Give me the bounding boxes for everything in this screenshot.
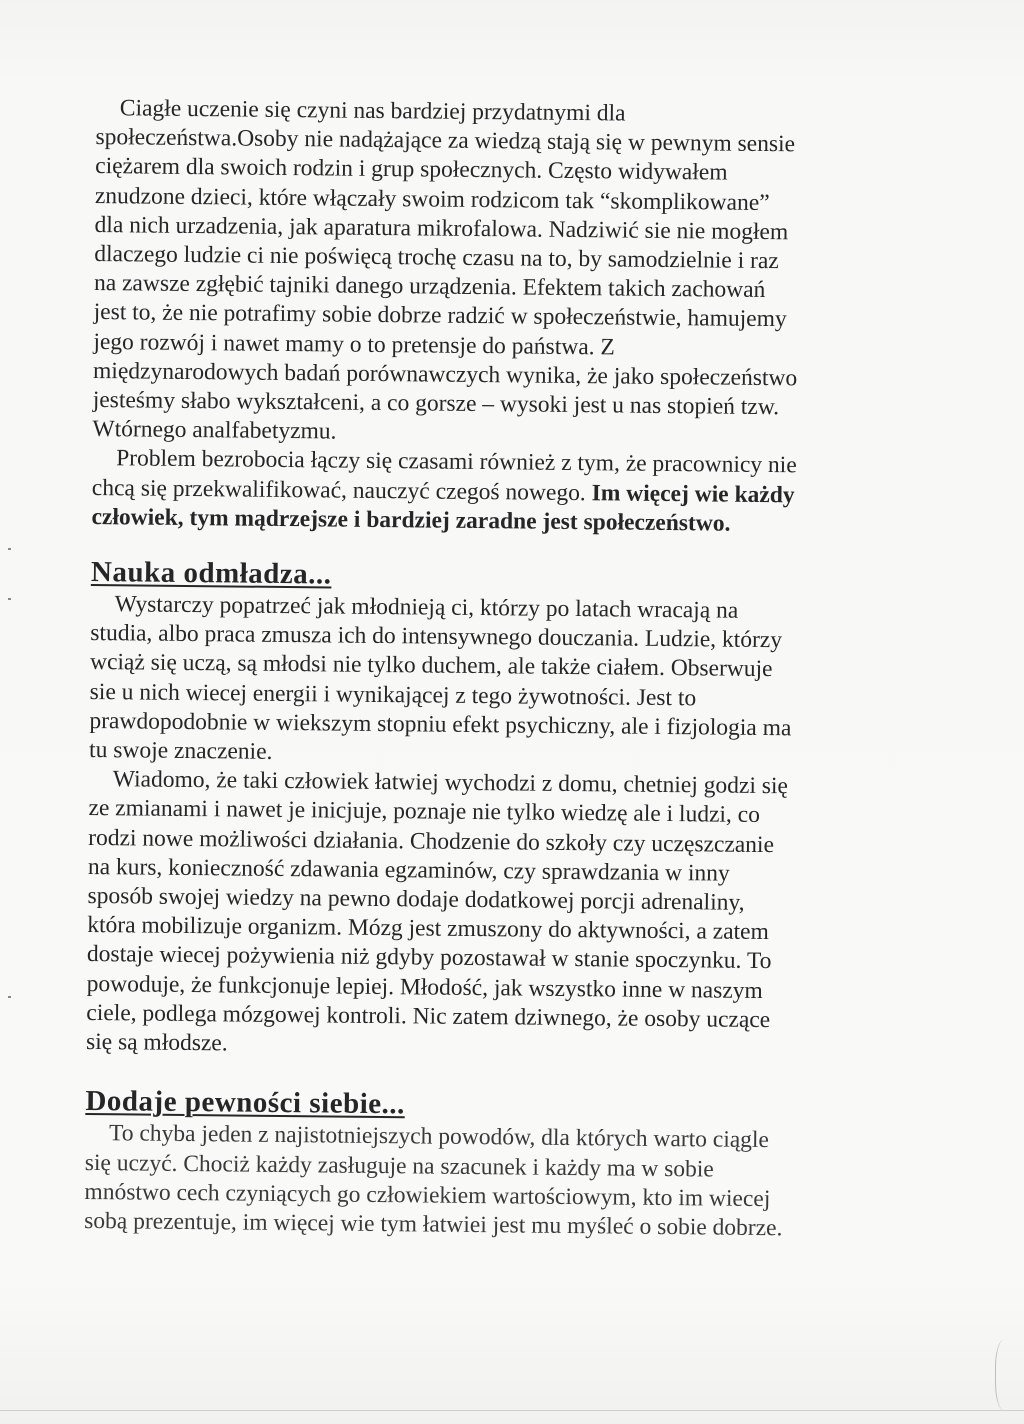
text-line: dla nich urzadzenia, jak aparatura mikrofalowa. Nadziwić sie nie mogłem: [94, 211, 789, 246]
text-line: ze zmianami i nawet je inicjuje, poznaje nie tylko wiedzę ale i ludzi, co: [88, 795, 761, 829]
text-line: międzynarodowych badań porównawczych wynika, że jako społeczeństwo: [92, 357, 798, 392]
scan-speck: [8, 598, 11, 600]
paragraph-intro: [92, 94, 916, 453]
text-line: się uczyć. Chociż każdy zasługuje na szacunek i każdy ma w sobie: [84, 1149, 714, 1183]
text-line: ciele, podlega mózgowej kontroli. Nic zatem dziwnego, że osoby uczące: [86, 999, 771, 1034]
text-line: tu swoje znaczenie.: [88, 737, 273, 765]
text-line: wciąż się uczą, są młodsi nie tylko duchem, ale także ciałem. Obserwuje: [89, 649, 773, 683]
scan-edge-curve: [995, 1340, 1016, 1410]
document-body: [84, 94, 916, 1245]
paragraph-unemployment: [91, 444, 912, 540]
text-line: jesteśmy słabo wykształceni, a co gorsze – wysoki jest u nas stopień tzw.: [92, 387, 780, 421]
text-line: Ciagłe uczenie się czyni nas bardziej przydatnymi dla: [119, 95, 626, 127]
text-line: Wiadomo, że taki człowiek łatwiej wychodzi z domu, chetniej godzi się: [112, 766, 789, 800]
paragraph-confidence: [84, 1119, 905, 1244]
paragraph-younger: [89, 590, 911, 774]
section-heading-pewnosc: Dodaje pewności siebie...: [85, 1085, 406, 1121]
section-heading-nauka: Nauka odmładza...: [90, 556, 332, 591]
text-line: która mobilizuje organizm. Mózg jest zmuszony do aktywności, a zatem: [87, 912, 769, 946]
text-line: To chyba jeden z najistotniejszych powodów, dla których warto ciągle: [108, 1120, 770, 1154]
text-line: dlaczego ludzie ci nie poświęcą trochę czasu na to, by samodzielnie i raz: [94, 241, 779, 275]
text-line: na zawsze zgłębić tajniki danego urządzenia. Efektem takich zachowań: [93, 270, 766, 304]
text-line: jego rozwój i nawet mamy o to pretensje do państwa. Z: [93, 328, 615, 361]
text-line: się są młodsze.: [85, 1029, 228, 1057]
paragraph-brain: [86, 765, 909, 1066]
emphasis-text: człowiek, tym mądrzejsze i bardziej zaradne jest społeczeństwo.: [91, 503, 731, 537]
scan-speck: [8, 996, 11, 998]
scan-edge-line: [0, 1410, 1024, 1411]
text-line: na kurs, konieczność zdawania egzaminów, czy sprawdzania w inny: [87, 853, 730, 887]
text-line: sie u nich wiecej energii i wynikającej z tego żywotności. Jest to: [89, 678, 697, 711]
text-line: społeczeństwa.Osoby nie nadążające za wiedzą stają się w pewnym sensie: [95, 124, 796, 158]
text-line: studia, albo praca zmusza ich do intensywnego douczania. Ludzie, którzy: [90, 620, 783, 654]
text-line: prawdopodobnie w wiekszym stopniu efekt psychiczny, ale i fizjologia ma: [89, 707, 792, 742]
text-line: powoduje, że funkcjonuje lepiej. Młodość, jak wszystko inne w naszym: [86, 970, 763, 1004]
text-line: Wtórnego analfabetyzmu.: [92, 416, 337, 445]
text-line: sposób swojej wiedzy na pewno dodaje dodatkowej porcji adrenaliny,: [87, 883, 745, 916]
text-line: rodzi nowe możliwości działania. Chodzenie do szkoły czy uczęszczanie: [88, 824, 775, 858]
text-line: chcą się przekwalifikować, nauczyć czegoś nowego.: [91, 474, 586, 506]
emphasis-text: Im więcej wie każdy: [591, 479, 795, 508]
scan-speck: [8, 548, 11, 550]
text-line: mnóstwo cech czyniących go człowiekiem wartościowym, kto im wiecej: [84, 1178, 771, 1212]
text-line: dostaje wiecej pożywienia niż gdyby pozostawał w stanie spoczynku. To: [86, 941, 772, 975]
text-line: znudzone dzieci, które włączały swoim rodzicom tak “skomplikowane”: [94, 182, 770, 216]
text-line: sobą prezentuje, im więcej wie tym łatwiei jest mu myśleć o sobie dobrze.: [84, 1207, 783, 1242]
text-line: jest to, że nie potrafimy sobie dobrze radzić w społeczeństwie, hamujemy: [93, 299, 787, 333]
text-line: ciężarem dla swoich rodzin i grup społecznych. Często widywałem: [95, 153, 728, 187]
text-line: Wystarczy popatrzeć jak młodnieją ci, którzy po latach wracają na: [114, 591, 739, 624]
text-line: Problem bezrobocia łączy się czasami również z tym, że pracownicy nie: [116, 445, 797, 479]
